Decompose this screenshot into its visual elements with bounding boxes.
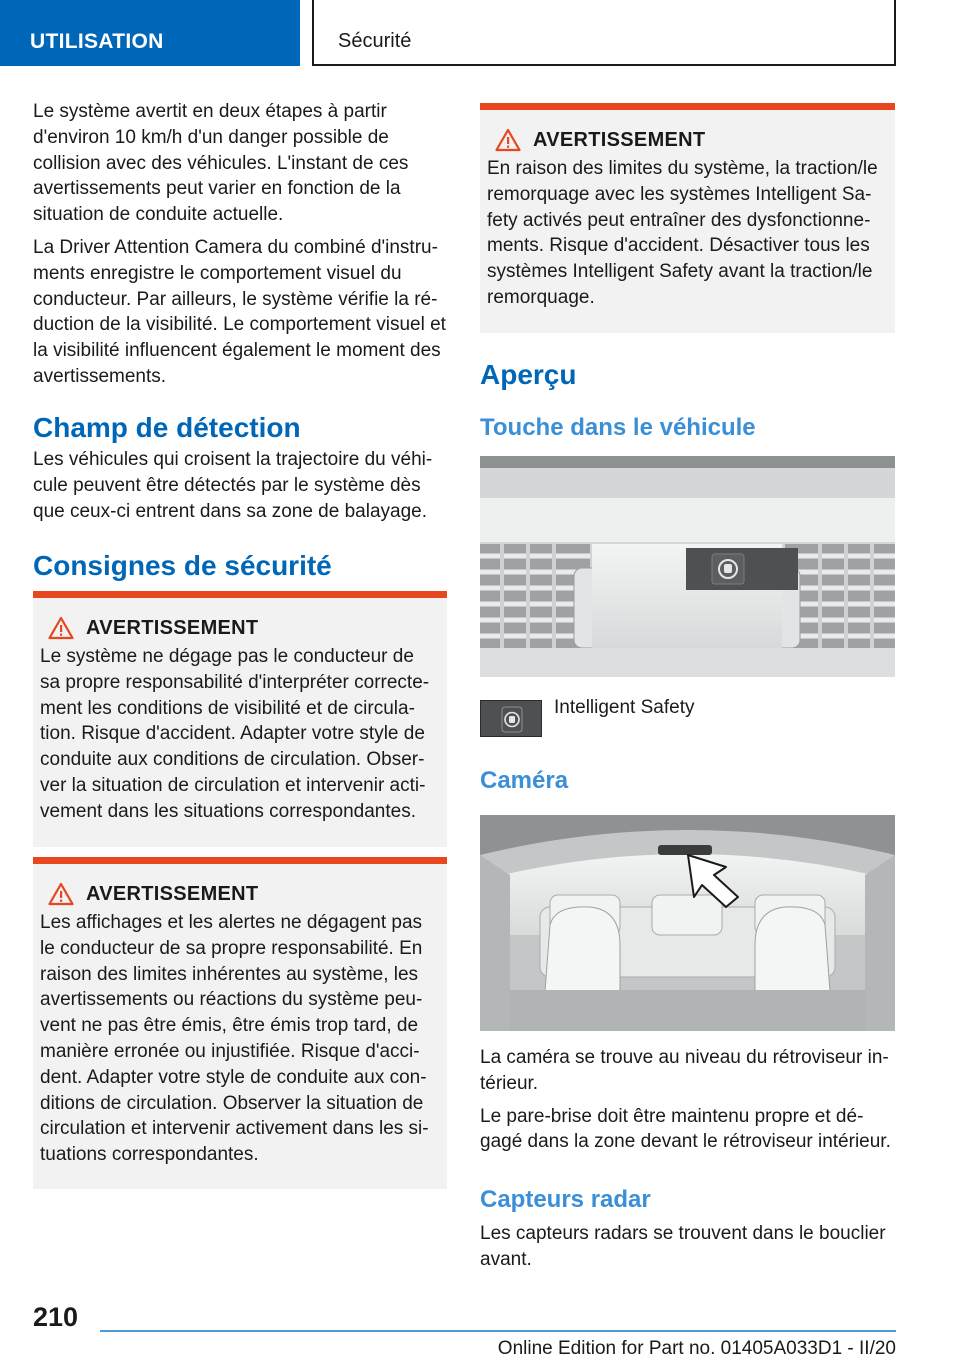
footer-divider (100, 1330, 896, 1332)
warning-title: AVERTISSEMENT (86, 616, 259, 639)
button-label: Intelligent Safety (554, 697, 695, 718)
detection-text: Les véhicules qui croisent la trajectoire du véhicule peuvent être détectés par le système dès que ceux-ci entrent dans sa zone de balayage. (33, 449, 433, 522)
camera-figure (480, 815, 895, 1031)
intro-paragraph-2: La Driver Attention Camera du combiné d'instruments enregistre le comportement visuel du conducteur. Par ailleurs, le système vérifie la réduction de la visibilité. Le comportement visuel et la visibilité influencent également le moment des avertissements. (33, 236, 446, 387)
camera-paragraph-1: La caméra se trouve au niveau du rétroviseur intérieur. (480, 1047, 889, 1094)
chapter-tab (0, 0, 300, 66)
button-heading: Touche dans le véhicule (480, 414, 756, 441)
page-number: 210 (33, 1302, 79, 1332)
section-header (312, 0, 896, 66)
camera-paragraph-2: Le pare-brise doit être maintenu propre et dégagé dans la zone devant le rétroviseur intérieur. (480, 1105, 891, 1153)
dashboard-figure (480, 456, 895, 677)
camera-heading: Caméra (480, 767, 569, 794)
warning-text: En raison des limites du système, la traction/le remorquage avec les systèmes Intelligent Safety activés peut entraîner des dysfonctionnements. Risque d'accident. Désactiver tous les systèmes Intelligent Safety avant la traction/le remorquage. (487, 158, 878, 308)
warning-text: Les affichages et les alertes ne dégagent pas le conducteur de sa propre responsabilité. En raison des limites inhérentes au système, les avertissements ou réactions du système peuvent ne pas être émis, être émis trop tard, de manière erronée ou injustifiée. Risque d'accident. Adapter votre style de conduite aux conditions de circulation. Observer la situation de circulation et intervenir activement dans les situations correspondantes. (40, 912, 429, 1166)
warning-title: AVERTISSEMENT (86, 882, 259, 905)
intro-text (33, 99, 447, 390)
warning-text: Le système ne dégage pas le conducteur de sa propre responsabilité d'interpréter correctement les conditions de visibilité et de circulation. Risque d'accident. Adapter votre style de conduite aux conditions de circulation. Observer la situation de circulation et intervenir activement dans les situations correspondantes. (40, 646, 430, 822)
warning-triangle-icon (48, 882, 74, 906)
radar-text: Les capteurs radars se trouvent dans le bouclier avant. (480, 1223, 886, 1270)
camera-text (480, 1045, 895, 1155)
warning-box-1 (33, 591, 447, 847)
detection-heading: Champ de détection (33, 412, 301, 443)
section-label: Sécurité (338, 30, 412, 52)
intelligent-safety-button-icon (480, 700, 542, 737)
warning-box-2 (33, 857, 447, 1189)
warning-box-3 (480, 103, 895, 333)
warning-triangle-icon (48, 616, 74, 640)
warning-triangle-icon (495, 128, 521, 152)
radar-heading: Capteurs radar (480, 1186, 651, 1213)
safety-heading: Consignes de sécurité (33, 550, 332, 581)
overview-heading: Aperçu (480, 359, 577, 390)
car-interior-illustration (480, 815, 895, 1031)
chapter-label: UTILISATION (30, 30, 164, 53)
warning-title: AVERTISSEMENT (533, 128, 706, 151)
edition-text: Online Edition for Part no. 01405A033D1 - II/20 (497, 1338, 896, 1359)
dashboard-illustration (480, 456, 895, 677)
intro-paragraph-1: Le système avertit en deux étapes à partir d'environ 10 km/h d'un danger possible de collision avec des véhicules. L'instant de ces avertissements peut varier en fonction de la situation de conduite actuelle. (33, 101, 409, 226)
